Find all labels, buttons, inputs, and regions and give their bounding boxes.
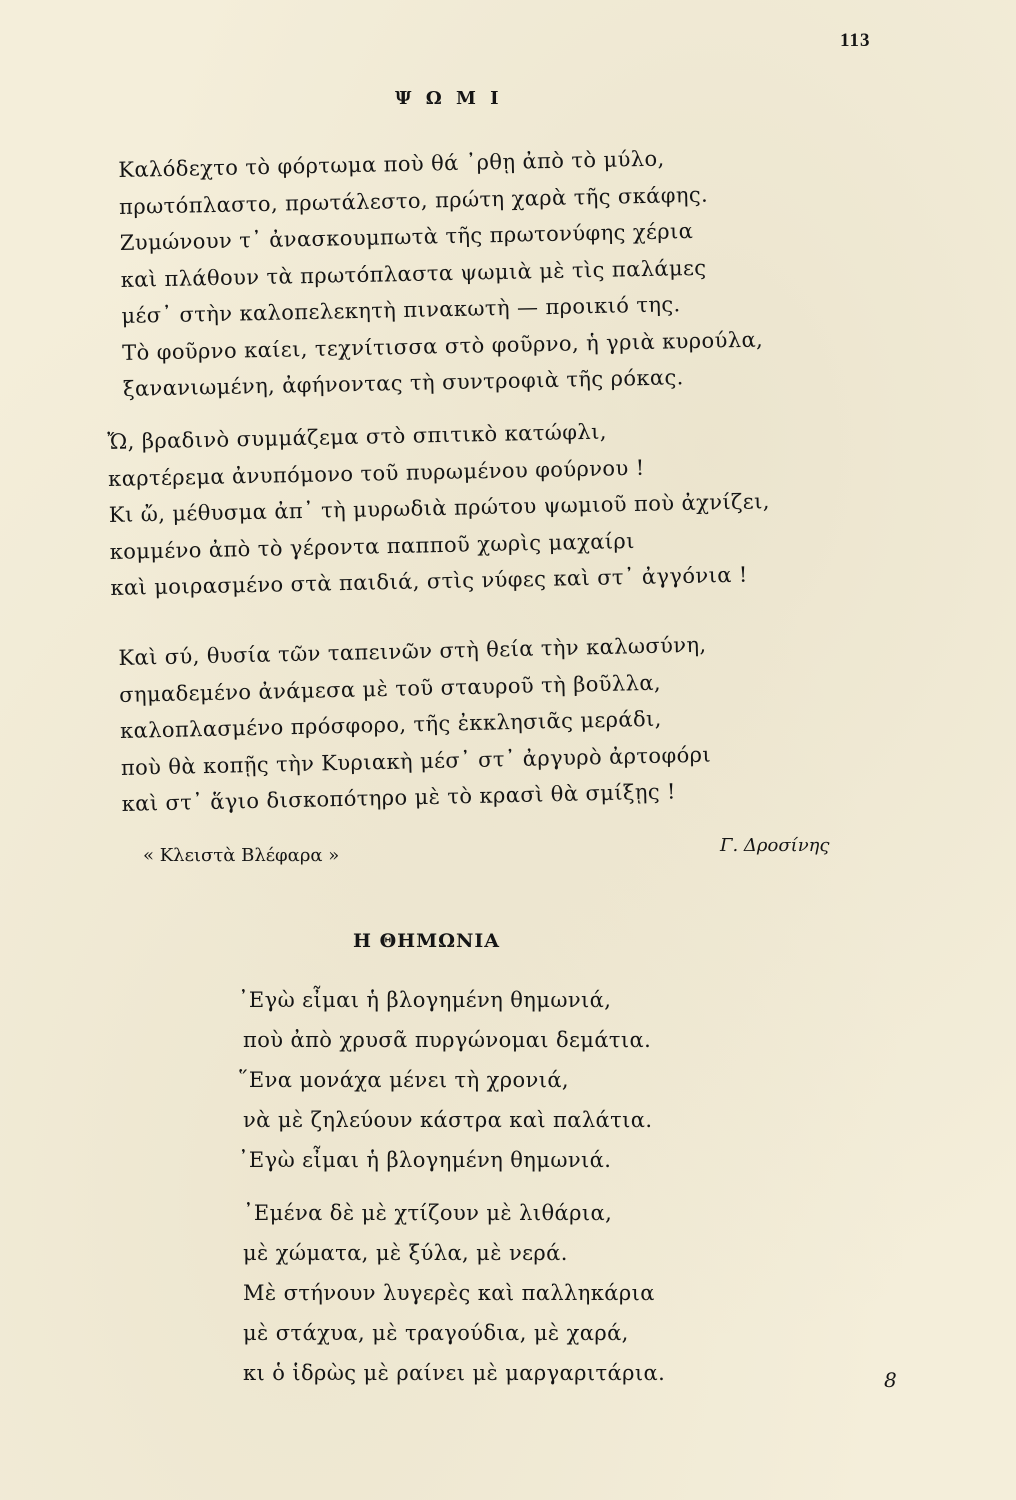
poem-line: κομμένο ἀπὸ τὸ γέροντα παπποῦ χωρὶς μαχαίρι xyxy=(109,528,636,564)
poem-line: ᾽Εγὼ εἶμαι ἡ βλογημένη θημωνιά. xyxy=(238,1148,612,1172)
poem-line: ξανανιωμένη, ἀφήνοντας τὴ συντροφιὰ τῆς ρόκας. xyxy=(122,365,684,401)
poem-stanza xyxy=(243,1193,665,1393)
poem-line: πρωτόπλαστο, πρωτάλεστο, πρώτη χαρὰ τῆς σκάφης. xyxy=(118,182,709,219)
poem-author: Γ. Δροσίνης xyxy=(720,835,830,856)
poem-stanza xyxy=(238,980,652,1180)
poem-stanza xyxy=(118,139,764,408)
poem-line: ᾽Εμένα δὲ μὲ χτίζουν μὲ λιθάρια, xyxy=(243,1201,613,1225)
poem-line: καὶ μοιρασμένο στὰ παιδιά, στὶς νύφες καὶ στ᾽ ἀγγόνια ! xyxy=(110,562,748,600)
poem-stanza xyxy=(107,410,772,606)
poem-stanza xyxy=(118,627,712,823)
poem-line: Καὶ σύ, θυσία τῶν ταπεινῶν στὴ θεία τὴν καλωσύνη, xyxy=(118,632,707,670)
poem-line: καλοπλασμένο πρόσφορο, τῆς ἐκκλησιᾶς μεράδι, xyxy=(119,706,662,743)
poem-line: καὶ στ᾽ ἅγιο δισκοπότηρο μὲ τὸ κρασὶ θὰ σμίξῃς ! xyxy=(121,779,677,816)
poem-line: μέσ᾽ στὴν καλοπελεκητὴ πινακωτὴ — προικιό της. xyxy=(121,292,681,328)
poem-line: καρτέρεμα ἀνυπόμονο τοῦ πυρωμένου φούρνου ! xyxy=(107,455,645,491)
poem-line: Καλόδεχτο τὸ φόρτωμα ποὺ θά ᾽ρθῃ ἀπὸ τὸ μύλο, xyxy=(118,146,665,182)
poem-line: μὲ στάχυα, μὲ τραγούδια, μὲ χαρά, xyxy=(243,1321,629,1345)
poem-line: ῞Ενα μονάχα μένει τὴ χρονιά, xyxy=(238,1068,569,1092)
poem-line: Κι ὤ, μέθυσμα ἀπ᾽ τὴ μυρωδιὰ πρώτου ψωμιοῦ ποὺ ἀχνίζει, xyxy=(108,489,771,527)
poem-source-citation: « Κλειστὰ Βλέφαρα » xyxy=(143,845,340,866)
page-number: 113 xyxy=(840,30,871,51)
poem-title-thimonia: Η ΘΗΜΩΝΙΑ xyxy=(353,930,501,952)
printer-signature-mark: 8 xyxy=(884,1368,897,1392)
poem-line: καὶ πλάθουν τὰ πρωτόπλαστα ψωμιὰ μὲ τὶς παλάμες xyxy=(120,255,707,292)
poem-line: Ὤ, βραδινὸ συμμάζεμα στὸ σπιτικὸ κατώφλι, xyxy=(107,419,608,454)
poem-line: Τὸ φοῦρνο καίει, τεχνίτισσα στὸ φοῦρνο, ἡ γριὰ κυρούλα, xyxy=(121,327,764,365)
poem-line: μὲ χώματα, μὲ ξύλα, μὲ νερά. xyxy=(243,1241,568,1265)
poem-line: ποὺ ἀπὸ χρυσᾶ πυργώνομαι δεμάτια. xyxy=(243,1028,652,1052)
poem-line: σημαδεμένο ἀνάμεσα μὲ τοῦ σταυροῦ τὴ βοῦλλα, xyxy=(118,670,662,707)
poem-line: ποὺ θὰ κοπῇς τὴν Κυριακὴ μέσ᾽ στ᾽ ἀργυρὸ ἀρτοφόρι xyxy=(120,742,712,780)
poem-line: Μὲ στήνουν λυγερὲς καὶ παλληκάρια xyxy=(243,1281,655,1305)
poem-title-psomi: Ψ Ω Μ Ι xyxy=(395,88,503,109)
poem-line: Ζυμώνουν τ᾽ ἀνασκουμπωτὰ τῆς πρωτονύφης χέρια xyxy=(119,218,694,255)
poem-line: ᾽Εγὼ εἶμαι ἡ βλογημένη θημωνιά, xyxy=(238,988,612,1012)
poem-line: νὰ μὲ ζηλεύουν κάστρα καὶ παλάτια. xyxy=(243,1108,653,1132)
poem-line: κι ὁ ἱδρὼς μὲ ραίνει μὲ μαργαριτάρια. xyxy=(243,1361,666,1385)
